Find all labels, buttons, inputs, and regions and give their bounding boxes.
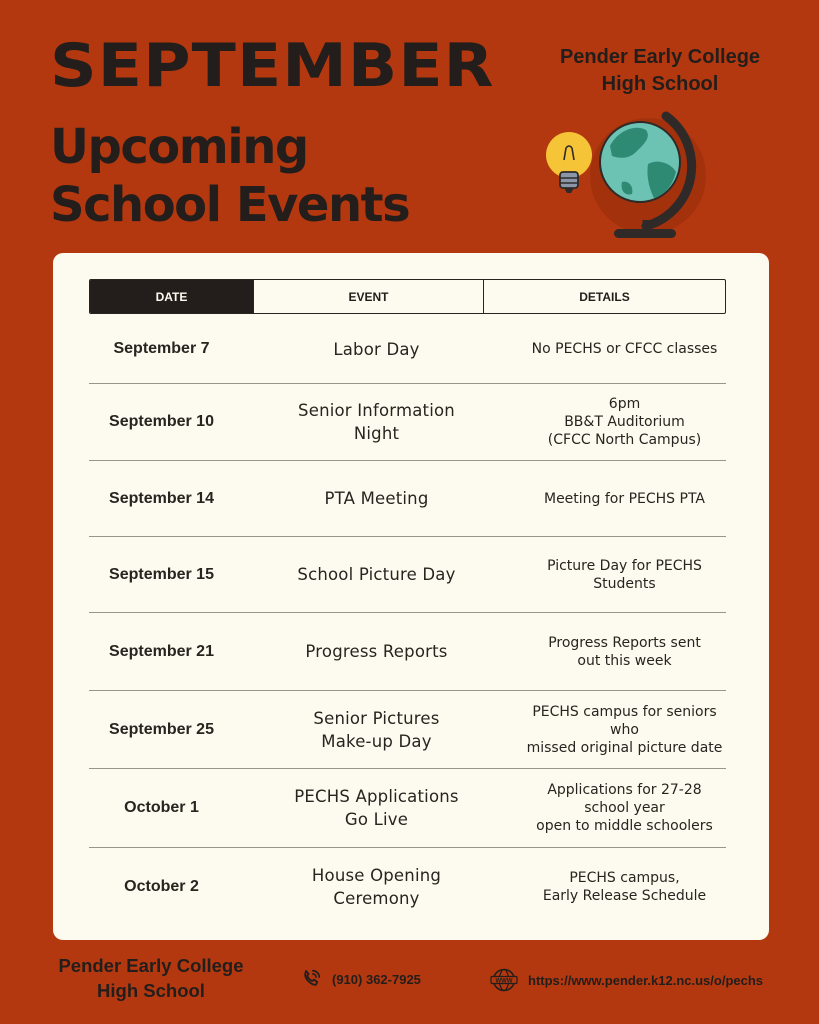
event-details: [519, 634, 726, 670]
phone-number[interactable]: (910) 362-7925: [332, 971, 421, 987]
table-row: [89, 691, 726, 769]
header-details: DETAILS: [579, 289, 630, 304]
table-row: [89, 384, 726, 461]
table-row: [89, 613, 726, 691]
event-name-line: Night: [353, 424, 400, 443]
table-header: [89, 279, 726, 314]
events-card: [53, 253, 769, 940]
event-details-line: missed original picture date: [526, 739, 723, 756]
event-details-line: (CFCC North Campus): [547, 432, 702, 448]
event-date: September 14: [109, 489, 214, 507]
event-details: [519, 869, 726, 905]
globe-www-icon: [490, 968, 518, 992]
event-details-line: open to middle schoolers: [536, 818, 713, 834]
event-name: [234, 563, 519, 586]
event-details-line: Early Release Schedule: [542, 888, 707, 904]
event-date: September 7: [113, 340, 210, 357]
event-details-line: PECHS campus for seniors who: [532, 703, 717, 738]
event-name: [234, 864, 519, 910]
event-details: [519, 490, 726, 508]
website-url[interactable]: https://www.pender.k12.nc.us/o/pechs: [528, 972, 764, 988]
event-details: [519, 557, 726, 593]
event-details-line: Progress Reports sent: [548, 634, 701, 651]
event-date: September 21: [109, 642, 214, 660]
school-name-line-1: Pender Early College: [559, 46, 761, 68]
event-name-line: Senior Information: [298, 401, 455, 420]
event-name: [234, 338, 519, 361]
title-line-2: School Events: [50, 177, 410, 233]
event-details-line: Meeting for PECHS PTA: [543, 490, 705, 507]
header-date: DATE: [90, 280, 253, 313]
event-name-line: Senior Pictures: [313, 708, 440, 728]
event-name: [234, 707, 519, 753]
event-details-line: No PECHS or CFCC classes: [531, 341, 718, 357]
header-event: EVENT: [253, 280, 484, 313]
phone-icon: [300, 968, 322, 990]
table-row: [89, 769, 726, 848]
title-line-1: Upcoming: [50, 119, 308, 175]
event-name-line: Labor Day: [333, 339, 420, 359]
event-name-line: Progress Reports: [305, 642, 448, 661]
event-date: September 10: [109, 413, 214, 430]
event-details-line: 6pm: [608, 396, 641, 412]
month-heading: SEPTEMBER: [50, 31, 495, 101]
school-name-footer: [46, 953, 256, 1003]
event-details: [519, 340, 726, 358]
event-date: October 2: [124, 878, 199, 895]
event-name-line: Go Live: [344, 810, 409, 829]
page-title: [50, 118, 409, 234]
lightbulb-icon: [546, 132, 592, 193]
event-details: [519, 781, 726, 835]
events-table-body: [89, 315, 726, 926]
school-name-header: [540, 44, 780, 98]
event-details-line: out this week: [577, 652, 672, 669]
event-name-line: School Picture Day: [297, 565, 456, 584]
event-details-line: PECHS campus,: [569, 870, 680, 886]
event-details-line: BB&T Auditorium: [564, 414, 685, 430]
event-name-line: PECHS Applications: [294, 787, 459, 806]
event-name-line: Make-up Day: [321, 731, 432, 751]
event-date: October 1: [124, 799, 199, 816]
event-name-line: House Opening: [311, 866, 442, 885]
website-contact: [490, 968, 763, 992]
event-details-line: Applications for 27-28 school year: [547, 782, 702, 816]
school-name-line-2: High School: [601, 73, 719, 95]
event-details-line: Picture Day for PECHS Students: [547, 557, 702, 592]
svg-text:WWW: WWW: [495, 978, 513, 985]
event-name: [234, 399, 519, 445]
table-row: [89, 537, 726, 613]
footer-school-line-1: Pender Early College: [58, 955, 244, 976]
phone-contact: [300, 968, 421, 990]
event-name-line: Ceremony: [333, 889, 420, 908]
event-date: September 15: [109, 565, 214, 583]
event-date: September 25: [109, 720, 214, 738]
globe-lightbulb-illustration: [538, 108, 708, 248]
event-details: [519, 703, 726, 757]
event-name: [234, 785, 519, 831]
event-details: [519, 395, 726, 449]
table-row: [89, 461, 726, 537]
event-name: [234, 487, 519, 510]
table-row: [89, 848, 726, 926]
table-row: [89, 315, 726, 384]
event-name: [234, 640, 519, 663]
event-name-line: PTA Meeting: [324, 489, 429, 508]
footer-school-line-2: High School: [97, 980, 205, 1001]
